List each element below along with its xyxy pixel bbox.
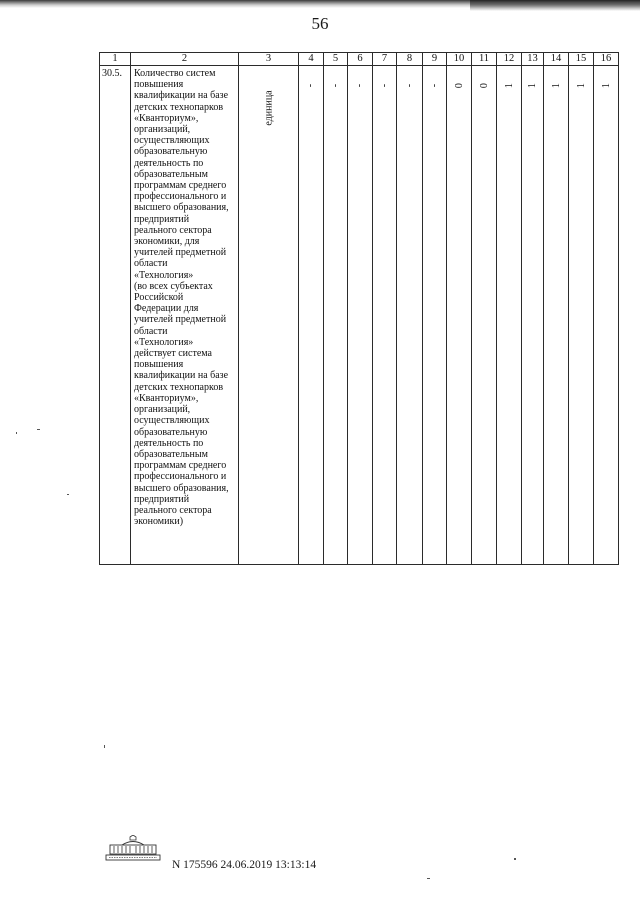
row-value-cell [497, 66, 522, 565]
row-value: 1 [600, 83, 612, 89]
scan-speck [104, 745, 105, 748]
scan-speck [37, 429, 40, 430]
table-header-cell: 10 [447, 53, 472, 66]
scan-speck [427, 878, 430, 879]
building-emblem-icon [104, 835, 162, 861]
table-header-cell: 3 [239, 53, 299, 66]
scan-speck [67, 494, 69, 495]
row-value-cell [569, 66, 594, 565]
row-value-cell [348, 66, 373, 565]
row-value: - [305, 83, 317, 88]
table-header-row [100, 53, 619, 66]
row-value-cell [423, 66, 447, 565]
table-header-cell: 12 [497, 53, 522, 66]
row-value-cell [544, 66, 569, 565]
row-value: - [329, 83, 341, 88]
data-table [99, 52, 619, 565]
table-header-cell: 1 [100, 53, 131, 66]
row-value-cell [522, 66, 544, 565]
table-header-cell: 11 [472, 53, 497, 66]
row-value-cell [472, 66, 497, 565]
table-header-cell: 16 [594, 53, 619, 66]
row-description-cell [131, 66, 239, 565]
table-header-cell: 8 [397, 53, 423, 66]
row-value: - [354, 83, 366, 88]
table-header-cell: 9 [423, 53, 447, 66]
row-value: - [378, 83, 390, 88]
row-value: 1 [526, 83, 538, 89]
row-value: 1 [550, 83, 562, 89]
row-unit-cell [239, 66, 299, 565]
row-value-cell [397, 66, 423, 565]
table-header-cell: 5 [324, 53, 348, 66]
row-value: 0 [478, 83, 490, 89]
scan-edge [0, 0, 640, 8]
row-value: 0 [453, 83, 465, 89]
table-header-cell: 13 [522, 53, 544, 66]
scan-speck [514, 858, 516, 860]
row-value: 1 [575, 83, 587, 89]
table-header-cell: 7 [373, 53, 397, 66]
table-header-cell: 15 [569, 53, 594, 66]
row-value: - [403, 83, 415, 88]
document-stamp: N 175596 24.06.2019 13:13:14 [172, 859, 317, 871]
row-unit: единица [262, 90, 274, 126]
table-header-cell: 6 [348, 53, 373, 66]
row-value: 1 [503, 83, 515, 89]
row-value: - [428, 83, 440, 88]
row-value-cell [447, 66, 472, 565]
scan-speck [16, 432, 17, 434]
table-header-cell: 2 [131, 53, 239, 66]
row-value-cell [373, 66, 397, 565]
table-row [100, 66, 619, 565]
row-value-cell [299, 66, 324, 565]
row-value-cell [594, 66, 619, 565]
table-header-cell: 14 [544, 53, 569, 66]
row-value-cell [324, 66, 348, 565]
row-number: 30.5. [100, 66, 131, 565]
row-description: Количество систем повышения квалификации на базе детских технопарков «Кванториум», организаций, осуществляющих образовательную деятельность по образовательным программам среднего профессионального и высшего образования, предприятий реального сектора экономики, для учителей предметной области «Технология» (во всех субъектах Российской Федерации для учителей предметной области «Технология» действует система повышения квалификации на базе детских технопарков «Кванториум», организаций, осуществляющих образовательную деятельность по образовательным программам среднего профессионального и высшего образования, предприятий реального сектора экономики) [134, 68, 229, 528]
page-number: 56 [311, 14, 329, 33]
table-header-cell: 4 [299, 53, 324, 66]
